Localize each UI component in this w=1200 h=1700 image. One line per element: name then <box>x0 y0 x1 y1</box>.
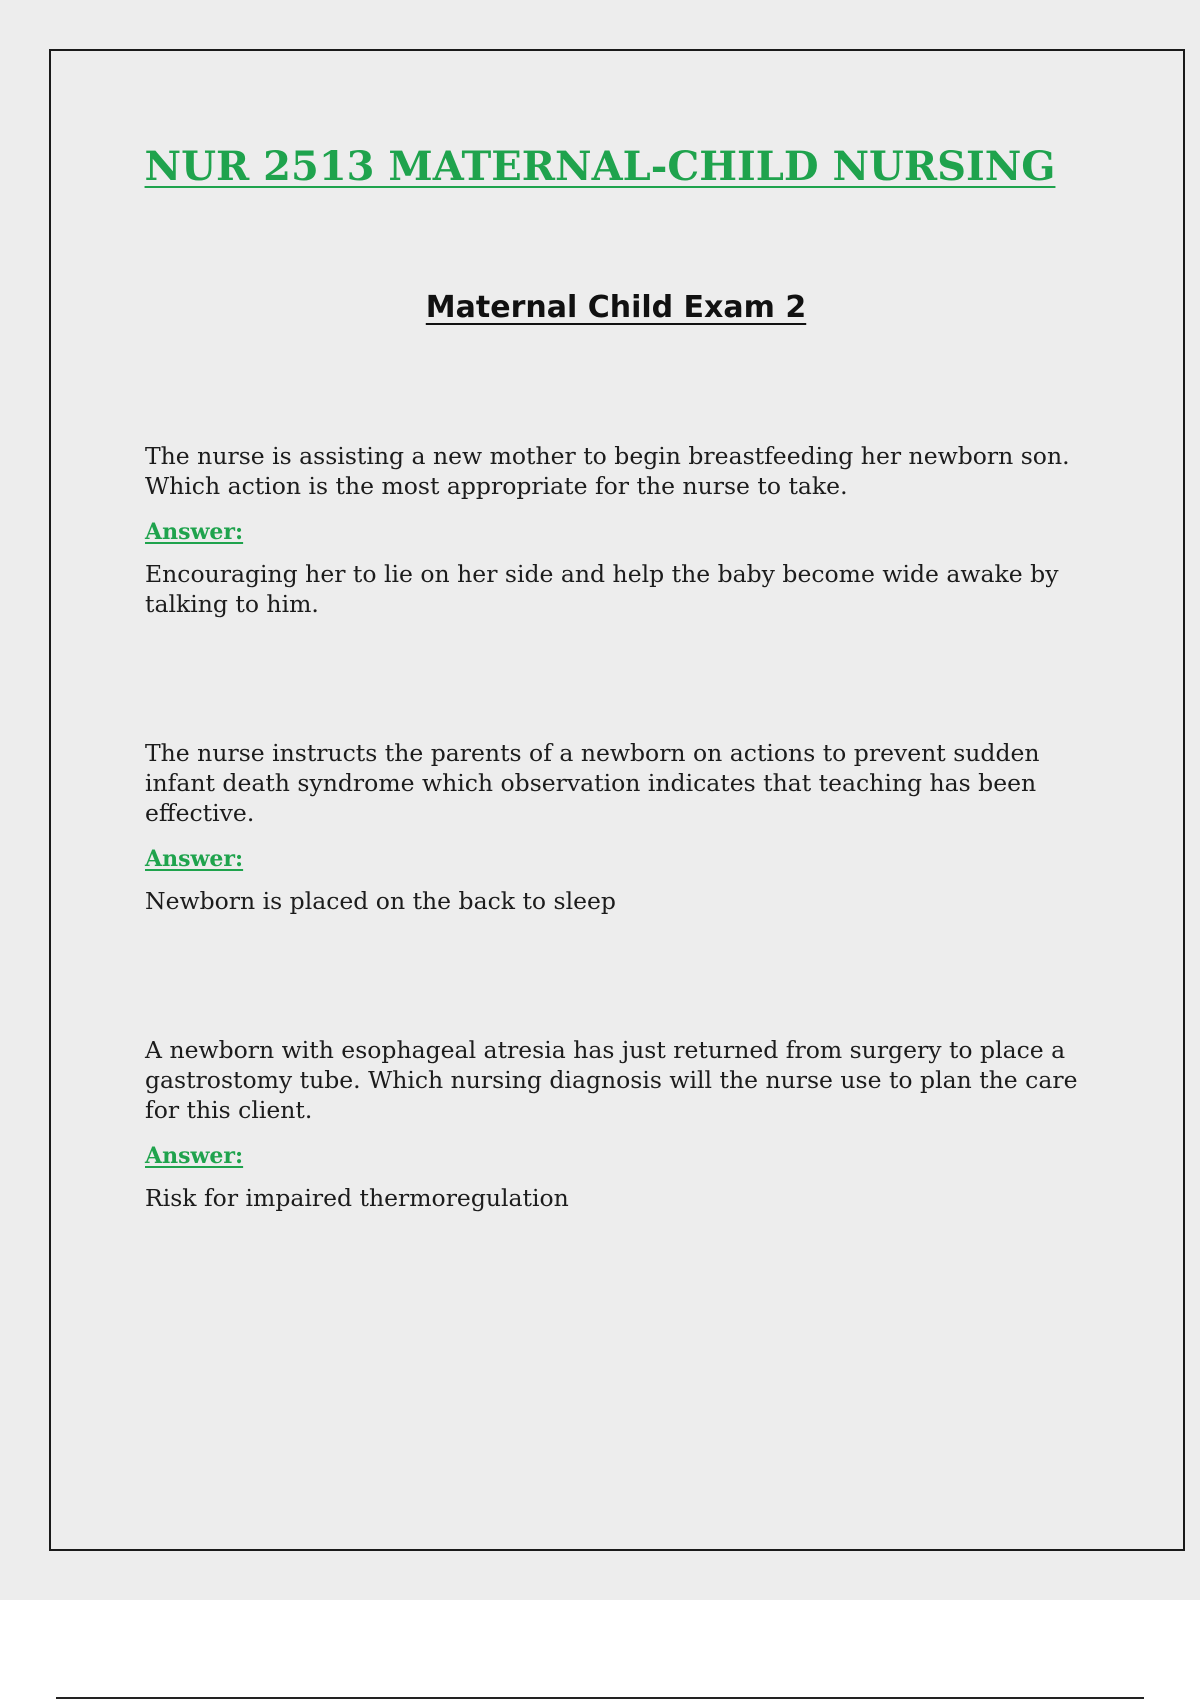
answer-text: Newborn is placed on the back to sleep <box>145 887 616 915</box>
answer-label: Answer: <box>145 1143 244 1169</box>
exam-title <box>0 290 1200 325</box>
answer-label: Answer: <box>145 846 244 872</box>
question-text: A newborn with esophageal atresia has just returned from surgery to place a gastrostomy tube. Which nursing diagnosis will the nurse use to plan the care for this client. <box>145 1036 1078 1124</box>
exam-title-text: Maternal Child Exam 2 <box>425 290 807 325</box>
answer-text: Risk for impaired thermoregulation <box>145 1184 569 1212</box>
question-text: The nurse is assisting a new mother to begin breastfeeding her newborn son. Which action is the most appropriate for the nurse to take. <box>145 442 1070 500</box>
qa-item <box>145 738 1085 916</box>
question-text: The nurse instructs the parents of a newborn on actions to prevent sudden infant death syndrome which observation indicates that teaching has been effective. <box>145 739 1040 827</box>
answer-label: Answer: <box>145 519 244 545</box>
footer-divider <box>56 1697 1144 1699</box>
answer-text: Encouraging her to lie on her side and help the baby become wide awake by talking to him. <box>145 560 1059 618</box>
course-title-text: NUR 2513 MATERNAL-CHILD NURSING <box>144 143 1056 190</box>
course-title <box>0 143 1200 190</box>
qa-item <box>145 1035 1085 1213</box>
qa-item <box>145 441 1085 619</box>
